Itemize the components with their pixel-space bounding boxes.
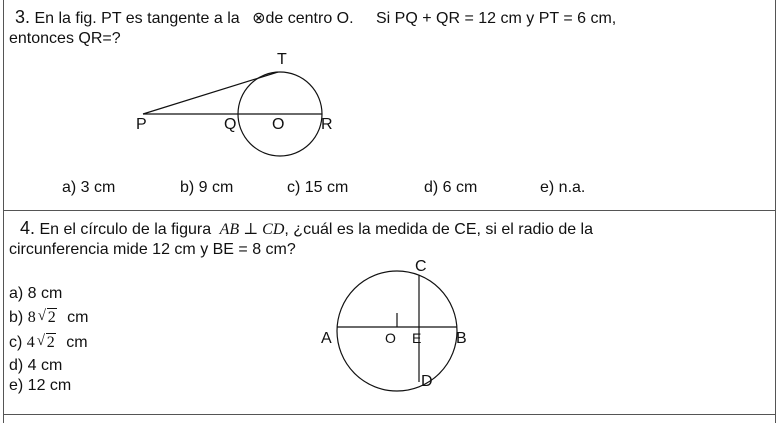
q4-option-b-prefix: b): [9, 309, 24, 326]
label-t: T: [277, 51, 287, 68]
q4-circle: [337, 271, 457, 391]
q3-option-b: b) 9 cm: [180, 179, 234, 196]
q4-option-b-unit: cm: [67, 309, 89, 326]
label-r: R: [321, 116, 333, 133]
q4-option-b-coef: 8: [27, 309, 36, 326]
q4-option-b: [9, 308, 88, 327]
q4-option-b-radicand: 2: [47, 309, 56, 326]
q3-text-c: Si PQ + QR = 12 cm y PT = 6 cm,: [376, 10, 617, 27]
q3-line2: entonces QR=?: [9, 30, 121, 47]
q4-option-d: d) 4 cm: [9, 357, 63, 374]
q3-number: 3.: [15, 7, 31, 27]
label-q: Q: [224, 116, 237, 133]
label-b: B: [456, 330, 467, 347]
q4-option-a: a) 8 cm: [9, 285, 63, 302]
q4-text-a: En el círculo de la figura: [39, 221, 212, 238]
label-p: P: [136, 116, 147, 133]
q4-math-expression: AB ⊥ CD: [219, 221, 285, 238]
q4-line2: circunferencia mide 12 cm y BE = 8 cm?: [9, 241, 296, 258]
q4-text-b: , ¿cuál es la medida de CE, si el radio de la: [284, 221, 594, 238]
q3-option-d: d) 6 cm: [424, 179, 478, 196]
q4-option-c-coef: 4: [26, 334, 35, 351]
label-o2: O: [385, 330, 396, 346]
sqrt-symbol: √ 2: [37, 308, 56, 326]
label-a: A: [321, 330, 332, 347]
q4-option-e: e) 12 cm: [9, 377, 72, 394]
label-d: D: [421, 373, 433, 390]
q3-option-c: c) 15 cm: [287, 179, 349, 196]
q4-option-c: [9, 333, 88, 352]
q4-option-c-unit: cm: [66, 334, 88, 351]
label-e: E: [412, 330, 422, 346]
q4-number: 4.: [20, 218, 36, 238]
q4-option-c-radicand: 2: [46, 334, 55, 351]
sqrt-symbol: √ 2: [36, 333, 55, 351]
q3-option-e: e) n.a.: [540, 179, 586, 196]
q3-text-a: En la fig. PT es tangente a la: [34, 10, 240, 27]
circle-symbol: ⊗: [252, 10, 266, 27]
label-o: O: [272, 116, 285, 133]
q3-option-a: a) 3 cm: [62, 179, 116, 196]
q4-option-c-prefix: c): [9, 334, 23, 351]
q3-text-b: de centro O.: [265, 10, 354, 27]
label-c: C: [415, 258, 427, 275]
